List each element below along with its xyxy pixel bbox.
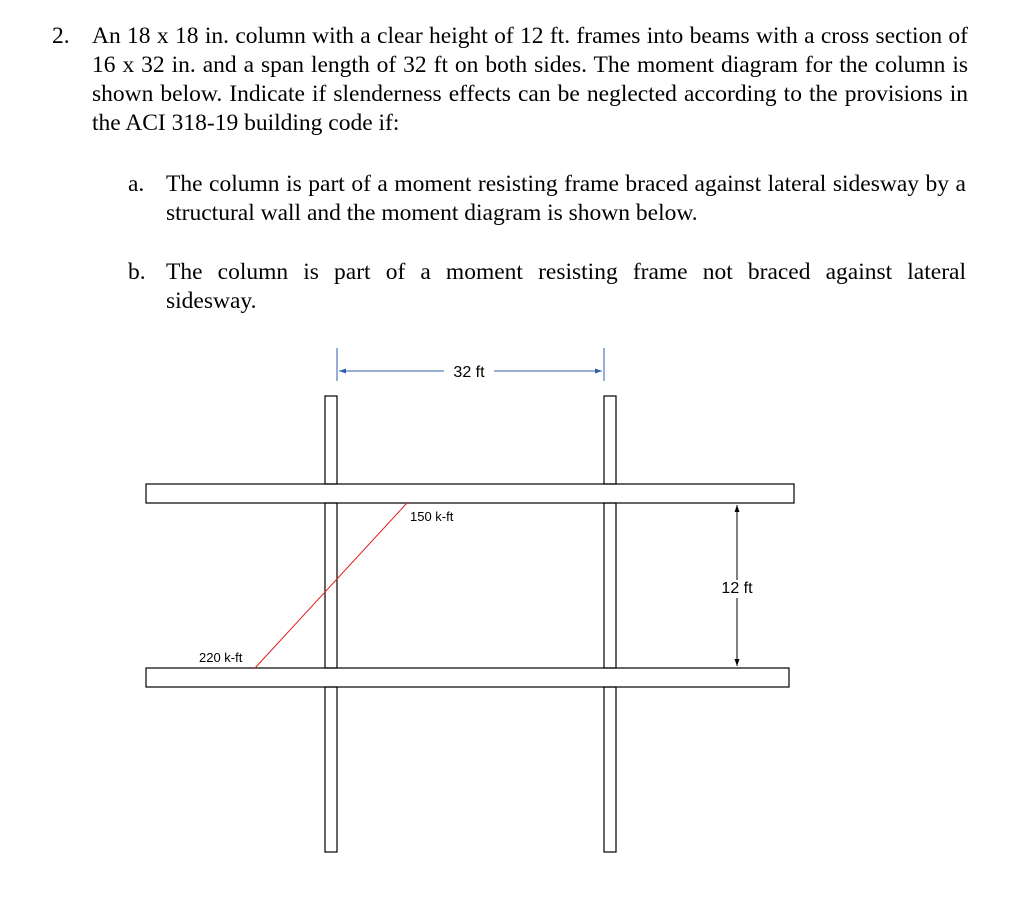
part-a-letter: a. xyxy=(128,171,145,197)
problem-number: 2. xyxy=(52,23,70,49)
problem-text: An 18 x 18 in. column with a clear height of 12 ft. frames into beams with a cross section of 16 x 32 in. and a span length of 32 ft on both sides. The moment diagram for the column is shown below. Indicate if slenderness effects can be neglected according to the provisions in the ACI 318-19 building code if: xyxy=(92,23,968,136)
part-b-line-2: sidesway. xyxy=(166,288,257,314)
left-column-upper xyxy=(325,396,337,484)
right-column-lower xyxy=(604,687,616,852)
frame-members xyxy=(146,396,794,852)
height-label: 12 ft xyxy=(721,580,753,597)
part-a-text: The column is part of a moment resisting frame braced against lateral sidesway by a structural wall and the moment diagram is shown below. xyxy=(166,171,966,226)
part-b-letter: b. xyxy=(128,259,146,285)
right-column-upper xyxy=(604,396,616,484)
left-column-lower xyxy=(325,687,337,852)
lower-beam xyxy=(146,668,789,687)
span-label: 32 ft xyxy=(453,364,485,381)
right-column-middle xyxy=(604,503,616,668)
part-b-line-1: The column is part of a moment resisting frame not braced against lateral xyxy=(166,259,966,285)
upper-beam xyxy=(146,484,794,503)
bottom-moment-label: 220 k-ft xyxy=(199,650,243,665)
moment-diagram-line xyxy=(255,503,407,668)
top-moment-label: 150 k-ft xyxy=(410,509,454,524)
